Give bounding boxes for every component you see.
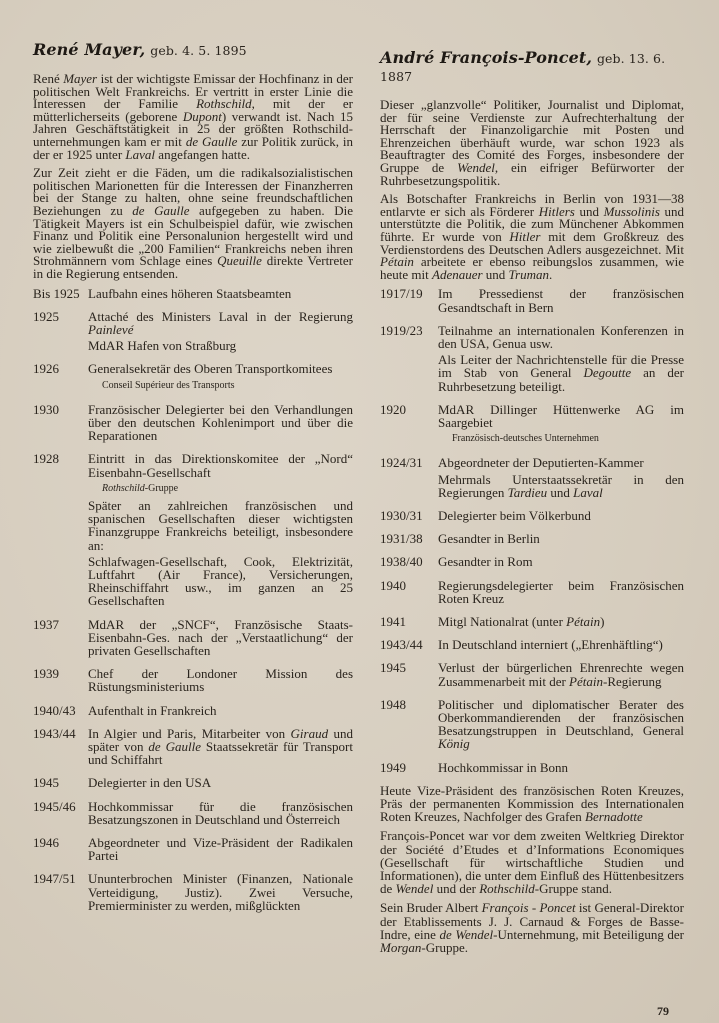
entry-year: 1940 [380, 577, 406, 593]
italic-name: Adenauer [432, 266, 483, 282]
entry-text [438, 638, 684, 654]
italic-name: de Gaulle [132, 202, 190, 218]
italic-name: de Gaulle [148, 738, 201, 754]
entry-line: Mitgl Nationalrat (unter Pétain) [438, 613, 605, 629]
italic-name: Mayer [63, 71, 98, 86]
timeline-entry [33, 362, 353, 395]
entry-year: 1947/51 [33, 871, 76, 887]
entry-line: In Deutschland interniert („Ehrenhäftling“) [438, 637, 663, 653]
entry-line: MdAR Dillinger Hüttenwerke AG im Saargebiet [438, 401, 684, 430]
column-rene-mayer [33, 40, 353, 922]
italic-name: König [438, 736, 470, 752]
entry-year: 1930 [33, 401, 59, 417]
timeline-entry [380, 638, 684, 654]
timeline-entry [33, 452, 353, 610]
paragraph: Dieser „glanzvolle“ Politiker, Journalist und Diplomat, der für seine Verdienste zur Aufrechterhaltung der Herrschaft der Finanzoligarchie mit Posten und Ehrenzeichen überhäuft wurde, war schon 1923 als Beauftragter des Comité des Forges, insbesondere der Gruppe de Wendel, ein eifriger Befürworter der Ruhrbesetzungspolitik. [380, 97, 684, 188]
timeline-entry [33, 310, 353, 356]
italic-name: Dupont [182, 108, 222, 124]
entry-line: Teilnahme an internationalen Konferenzen in den USA, Genua usw. [438, 322, 684, 351]
entry-line: Mehrmals Unterstaatssekretär in den Regierungen Tardieu und Laval [438, 471, 684, 500]
entry-line: Verlust der bürgerlichen Ehrenrechte wegen Zusammenarbeit mit der Pétain-Regierung [438, 660, 684, 689]
entry-line: Generalsekretär des Oberen Transportkomitees [88, 361, 333, 377]
entry-year: 1938/40 [380, 554, 423, 570]
timeline-entry [380, 287, 684, 316]
timeline-entry [380, 661, 684, 690]
timeline-entry [380, 532, 684, 548]
timeline [380, 287, 684, 776]
entry-text [438, 555, 684, 571]
birth-date: geb. 4. 5. 1895 [150, 43, 247, 58]
entry-line: Aufenthalt in Frankreich [88, 702, 217, 718]
entry-year: 1941 [380, 613, 406, 629]
entry-text [438, 579, 684, 608]
timeline-entry [33, 727, 353, 770]
paragraph: Zur Zeit zieht er die Fäden, um die radikalsozialistischen politischen Marionetten für die Interessen der Finanzherren bei der Stange zu halten, ohne seine freundschaftlichen Beziehungen zu de Gaulle aufgegeben zu haben. Die Tätigkeit Mayers ist ein Schulbeispiel dafür, wie zwischen Finanz und Politik eine Personalunion hergestellt wird und wie zielbewußt die „200 Familien“ Frankreichs neben ihren Strohmännern vom Schlage eines Queuille direkte Vertreter in die Regierung entsenden. [33, 165, 353, 281]
italic-name: Wendel [457, 159, 495, 175]
entry-text [88, 836, 353, 865]
biography-heading [33, 40, 353, 59]
timeline-entry [33, 872, 353, 915]
entry-line: Delegierter beim Völkerbund [438, 507, 591, 523]
entry-text [88, 872, 353, 915]
entry-year: 1928 [33, 451, 59, 467]
person-name: René Mayer, [33, 40, 146, 59]
entry-year: 1940/43 [33, 702, 76, 718]
entry-year: 1943/44 [380, 637, 423, 653]
timeline-entry [33, 836, 353, 865]
entry-line: Laufbahn eines höheren Staatsbeamten [88, 285, 292, 301]
italic-name: de Wendel [439, 926, 494, 942]
italic-name: Bernadotte [585, 809, 643, 825]
timeline-entry [380, 579, 684, 608]
entry-year: 1945 [380, 660, 406, 676]
entry-text [438, 761, 684, 777]
intro-text [380, 99, 684, 281]
entry-text [88, 667, 353, 696]
entry-note: Französisch-deutsches Unternehmen [452, 433, 599, 445]
italic-name: Queuille [217, 253, 262, 269]
biography-heading [380, 48, 684, 85]
entry-line: Französischer Delegierter bei den Verhandlungen über den deutschen Kohlenimport und über die Reparationen [88, 401, 353, 444]
timeline-entry [380, 555, 684, 571]
paragraph: Als Botschafter Frankreichs in Berlin von 1931—38 entlarvte er sich als Förderer Hitlers und Mussolinis und unterstützte die Politik, die zum Münchener Abkommen führte. Er wurde von Hitler mit dem Großkreuz des Verdienstordens des Deutschen Adlers ausgezeichnet. Mit Pétain arbeitete er ebenso reibungslos zusammen, wie heute mit Adenauer und Truman. [380, 191, 685, 282]
entry-text [438, 403, 684, 450]
entry-text [88, 287, 353, 303]
timeline-entry [380, 403, 684, 450]
entry-line: Attaché des Ministers Laval in der Regierung Painlevé [88, 308, 353, 337]
italic-name: Mussolinis [603, 203, 660, 219]
entry-line: MdAR der „SNCF“, Französische Staats-Eisenbahn-Ges. nach der „Verstaatlichung“ der privaten Gesellschaften [88, 616, 353, 658]
entry-text [88, 618, 353, 661]
entry-line: Hochkommissar für die französischen Besatzungszonen in Deutschland und Österreich [88, 798, 353, 827]
timeline-entry [380, 456, 684, 502]
entry-year: 1943/44 [33, 725, 76, 741]
entry-year: 1930/31 [380, 507, 423, 523]
entry-line: Als Leiter der Nachrichtenstelle für die Presse im Stab von General Degoutte an der Ruhrbesetzung beteiligt. [438, 352, 684, 394]
italic-name: de Gaulle [185, 133, 238, 149]
paragraph: Heute Vize-Präsident des französischen Roten Kreuzes, Präs der permanenten Kommission des Internationalen Roten Kreuzes, Nachfolger des Grafen Bernadotte [380, 782, 684, 825]
timeline-entry [33, 704, 353, 720]
entry-line: Chef der Londoner Mission des Rüstungsministeriums [88, 666, 353, 695]
intro-text [33, 73, 353, 281]
entry-line: Gesandter in Berlin [438, 531, 540, 547]
italic-name: Laval [573, 484, 603, 500]
entry-text [438, 661, 684, 690]
timeline-entry [380, 509, 684, 525]
entry-text [438, 324, 684, 396]
italic-name: Hitler [509, 228, 541, 244]
italic-name: Pétain [380, 254, 414, 270]
italic-name: Rothschild [196, 96, 252, 112]
entry-year: Bis 1925 [33, 285, 80, 301]
entry-line: Später an zahlreichen französischen und spanischen Gesellschaften dieser wichtigsten Finanzgruppe Frankreichs beteiligt, insbesondere an: [88, 497, 353, 553]
entry-line: Im Pressedienst der französischen Gesandtschaft in Bern [438, 286, 684, 315]
italic-name: Wendel [395, 881, 434, 897]
entry-line: Abgeordneter der Deputierten-Kammer [438, 455, 644, 471]
italic-name: Rothschild [479, 881, 535, 897]
entry-year: 1948 [380, 696, 406, 712]
entry-year: 1924/31 [380, 455, 423, 471]
entry-text [88, 727, 353, 770]
timeline-entry [33, 618, 353, 661]
entry-line: Schlafwagen-Gesellschaft, Cook, Elektrizität, Luftfahrt (Air France), Versicherungen, Rheinschiffahrt usw., im ganzen an 25 Gesellschaften [88, 553, 353, 609]
entry-line: Delegierter in den USA [88, 775, 212, 791]
entry-note: Conseil Supérieur des Transports [102, 379, 235, 391]
timeline-entry [33, 776, 353, 792]
entry-line: Hochkommissar in Bonn [438, 759, 568, 775]
entry-text [438, 509, 684, 525]
paragraph: Sein Bruder Albert François - Poncet ist General-Direktor der Etablissements J. J. Carnaud & Forges de Basse-Indre, eine de Wendel-Unternehmung, mit Beteiligung der Morgan-Gruppe. [380, 900, 684, 956]
entry-text [88, 362, 353, 395]
italic-name: Rothschild [102, 482, 145, 494]
entry-text [88, 800, 353, 829]
entry-year: 1945/46 [33, 798, 76, 814]
timeline-entry [33, 667, 353, 696]
entry-year: 1937 [33, 616, 59, 632]
entry-year: 1946 [33, 835, 59, 850]
timeline-entry [33, 800, 353, 829]
timeline-entry [380, 698, 684, 754]
entry-line: Ununterbrochen Minister (Finanzen, Nationale Verteidigung, Justiz). Zwei Versuche, Premierminister zu werden, mißglückten [88, 871, 353, 913]
entry-year: 1925 [33, 308, 59, 324]
italic-name: Hitlers [538, 203, 575, 219]
entry-text [88, 403, 353, 446]
italic-name: Giraud [290, 725, 329, 741]
entry-text [88, 452, 353, 610]
birth-date: geb. 13. 6. 1887 [380, 51, 666, 84]
entry-note: Rothschild-Gruppe [102, 482, 179, 494]
italic-name: Pétain [569, 673, 603, 689]
italic-name: Degoutte [583, 365, 632, 381]
paragraph: François-Poncet war vor dem zweiten Weltkrieg Direktor der Société d’Etudes et d’Informations Economiques (Gesellschaft für wirtschaftliche Studien und Informationen), die unter dem Einfluß des Hüttenbesitzers de Wendel und der Rothschild-Gruppe stand. [380, 828, 684, 897]
italic-name: Truman [508, 266, 550, 282]
page-number: 79 [657, 1004, 669, 1018]
entry-text [438, 532, 684, 548]
entry-text [88, 776, 353, 792]
italic-name: Laval [125, 146, 156, 162]
entry-line: Gesandter in Rom [438, 554, 533, 570]
entry-year: 1931/38 [380, 531, 423, 547]
timeline-entry [380, 615, 684, 631]
closing-text [380, 784, 684, 954]
entry-year: 1939 [33, 666, 59, 682]
timeline-entry [33, 287, 353, 303]
entry-year: 1919/23 [380, 322, 423, 338]
italic-name: Pétain [566, 613, 601, 629]
entry-text [88, 310, 353, 356]
entry-year: 1949 [380, 759, 406, 775]
timeline-entry [380, 761, 684, 777]
entry-line: Politischer und diplomatischer Berater des Oberkommandierenden der französischen Besatzungstruppen in Deutschland, General König [438, 696, 684, 752]
timeline-entry [33, 403, 353, 446]
entry-year: 1945 [33, 775, 59, 791]
entry-year: 1926 [33, 361, 59, 377]
italic-name: Tardieu [507, 484, 548, 500]
timeline-entry [380, 324, 684, 396]
paragraph: René Mayer ist der wichtigste Emissar der Hochfinanz in der politischen Welt Frankreichs. Er vertritt in erster Linie die Interessen der Familie Rothschild, mit der er mütterlicherseits (geborene Dupont) verwandt ist. Nach 15 Jahren Geschäftstätigkeit in 25 der größten Rothschild-unternehmungen kam er mit de Gaulle zur Politik zurück, in der er 1925 unter Laval angefangen hatte. [33, 71, 354, 162]
italic-name: François - Poncet [481, 900, 576, 916]
entry-text [438, 698, 684, 754]
timeline [33, 287, 353, 916]
entry-year: 1920 [380, 401, 406, 417]
italic-name: Morgan [380, 940, 422, 956]
entry-text [438, 615, 684, 631]
entry-line: Eintritt in das Direktionskomitee der „Nord“ Eisenbahn-Gesellschaft [88, 451, 353, 480]
entry-line: In Algier und Paris, Mitarbeiter von Giraud und später von de Gaulle Staatssekretär für Transport und Schiffahrt [88, 725, 353, 768]
entry-line: Regierungsdelegierter beim Französischen Roten Kreuz [438, 577, 684, 606]
person-name: André François-Poncet, [380, 48, 593, 67]
entry-text [438, 287, 684, 316]
column-francois-poncet [380, 48, 684, 960]
entry-line: Abgeordneter und Vize-Präsident der Radikalen Partei [88, 835, 353, 864]
entry-line: MdAR Hafen von Straßburg [88, 338, 237, 354]
entry-text [88, 704, 353, 720]
entry-text [438, 456, 684, 502]
italic-name: Painlevé [88, 321, 134, 337]
entry-year: 1917/19 [380, 286, 423, 302]
